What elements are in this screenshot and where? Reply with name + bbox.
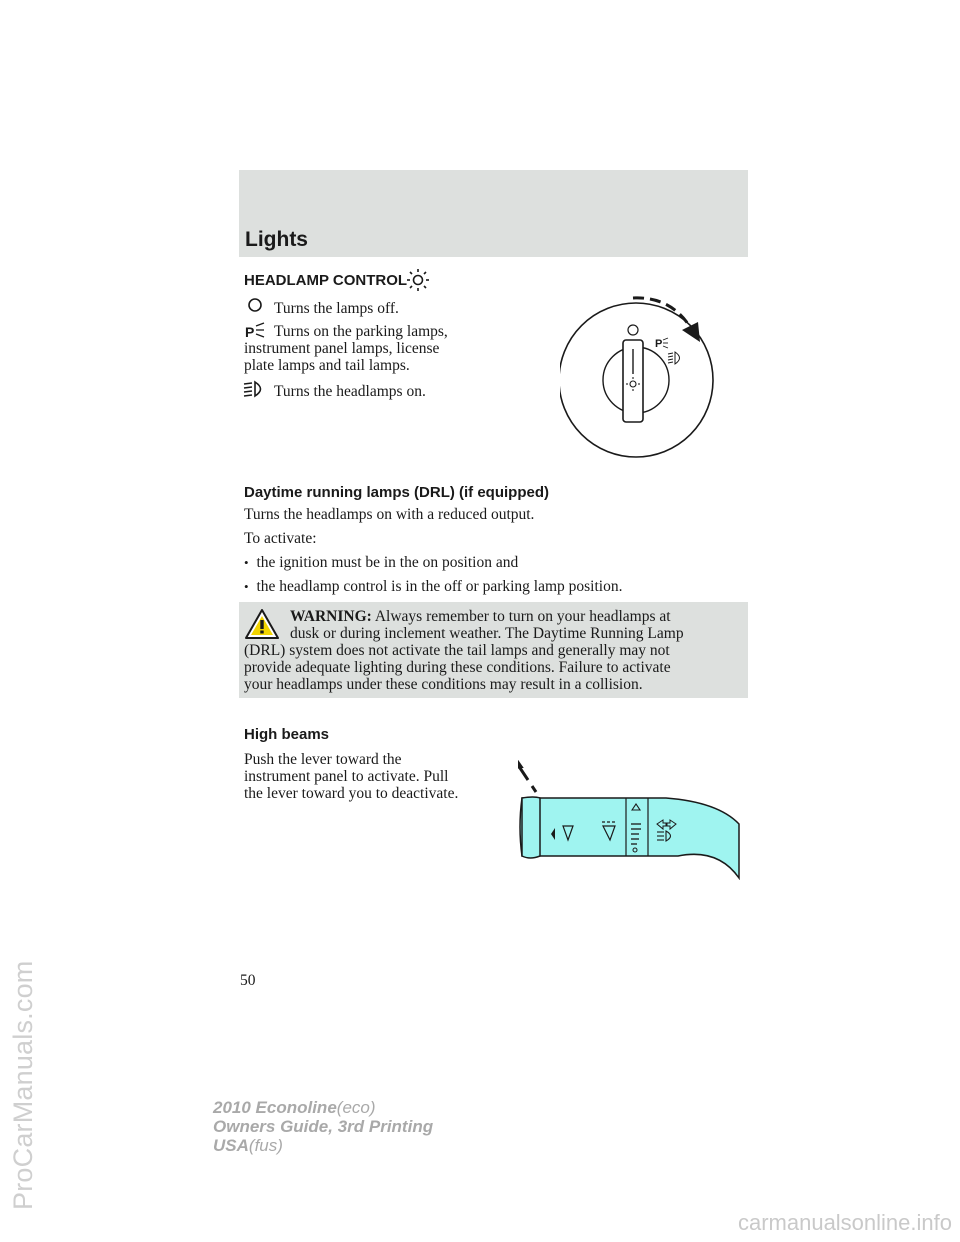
high-beams-heading: High beams	[244, 726, 330, 743]
section-title: Lights	[245, 228, 308, 251]
headlamp-on-icon	[243, 380, 267, 398]
warning-line4: provide adequate lighting during these conditions. Failure to activate	[244, 659, 671, 676]
drl-description: Turns the headlamps on with a reduced output.	[244, 506, 535, 523]
off-position-icon	[246, 297, 264, 313]
warning-triangle-icon	[244, 608, 280, 640]
push-arrow-shaft	[520, 768, 528, 780]
drl-heading: Daytime running lamps (DRL) (if equipped)	[244, 484, 550, 501]
warning-label: WARNING:	[290, 608, 372, 625]
parking-description-line3: plate lamps and tail lamps.	[244, 357, 410, 374]
footer-market: USA	[213, 1136, 249, 1155]
lever-end-cap	[522, 797, 540, 858]
footer-line2: Owners Guide, 3rd Printing	[213, 1117, 434, 1136]
footer-model-code: (eco)	[336, 1098, 376, 1117]
lever-body	[520, 798, 739, 878]
parking-lamp-icon	[244, 322, 266, 340]
warning-line1	[290, 608, 671, 625]
off-description: Turns the lamps off.	[274, 300, 399, 317]
bullet-dot: •	[244, 579, 249, 594]
headlamp-dial-illustration	[560, 294, 740, 466]
drl-bullet-2-text: the headlamp control is in the off or parking lamp position.	[256, 578, 623, 595]
warning-line1-text: Always remember to turn on your headlamps at	[374, 608, 671, 625]
parking-description-line2: instrument panel lamps, license	[244, 340, 440, 357]
dial-parking-mark-icon: P	[655, 338, 663, 350]
high-beams-line3: the lever toward you to deactivate.	[244, 785, 459, 802]
section-header-band	[239, 170, 748, 257]
svg-text:P: P	[245, 324, 255, 340]
high-beams-line2: instrument panel to activate. Pull	[244, 768, 449, 785]
warning-line2: dusk or during inclement weather. The Daytime Running Lamp	[290, 625, 684, 642]
headlamps-on-description: Turns the headlamps on.	[274, 383, 426, 400]
drl-bullet-1-text: the ignition must be in the on position and	[256, 554, 519, 571]
footer-market-code: (fus)	[248, 1136, 283, 1155]
drl-bullet-1	[244, 554, 518, 571]
drl-bullet-2	[244, 578, 622, 595]
headlamp-control-heading-text: HEADLAMP CONTROL	[244, 272, 408, 289]
page-number: 50	[240, 972, 256, 989]
watermark-carmanualsonline: carmanualsonline.info	[737, 1210, 952, 1235]
warning-line5: your headlamps under these conditions may result in a collision.	[244, 676, 643, 693]
warning-line3: (DRL) system does not activate the tail lamps and generally may not	[244, 642, 670, 659]
bullet-dot: •	[244, 555, 249, 570]
footer-model: 2010 Econoline	[213, 1098, 337, 1117]
drl-activate-label: To activate:	[244, 530, 317, 547]
multifunction-lever-illustration	[518, 752, 740, 880]
watermark-procarmanuals: ProCarManuals.com	[8, 960, 38, 1210]
footer-line1	[213, 1098, 376, 1118]
high-beams-line1: Push the lever toward the	[244, 751, 402, 768]
parking-description-line1: Turns on the parking lamps,	[274, 323, 448, 340]
headlamp-control-heading	[244, 272, 407, 289]
headlamp-sun-icon	[405, 267, 433, 293]
footer-line3	[213, 1136, 283, 1156]
